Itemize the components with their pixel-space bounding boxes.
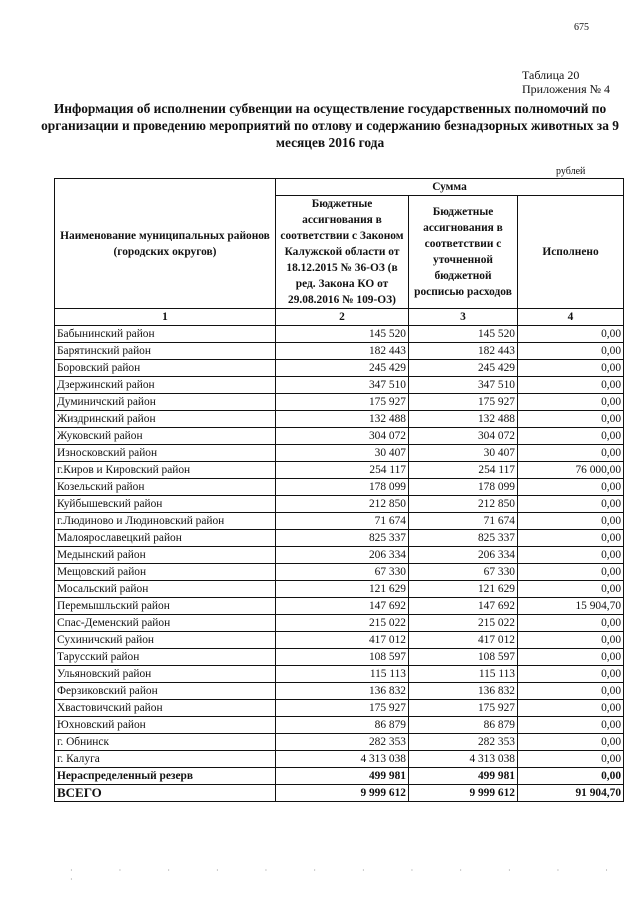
district-name: Сухиничский район bbox=[55, 632, 276, 649]
district-name: Дзержинский район bbox=[55, 377, 276, 394]
budget-revised-value: 132 488 bbox=[409, 411, 518, 428]
executed-value: 0,00 bbox=[518, 717, 624, 734]
budget-revised-value: 4 313 038 bbox=[409, 751, 518, 768]
table-row bbox=[55, 547, 624, 564]
total-row bbox=[55, 785, 624, 802]
budget-revised-value: 215 022 bbox=[409, 615, 518, 632]
district-name: Ульяновский район bbox=[55, 666, 276, 683]
table-row bbox=[55, 717, 624, 734]
budget-law-value: 145 520 bbox=[276, 326, 409, 343]
table-row bbox=[55, 700, 624, 717]
budget-revised-value: 121 629 bbox=[409, 581, 518, 598]
budget-revised-value: 178 099 bbox=[409, 479, 518, 496]
executed-value: 0,00 bbox=[518, 734, 624, 751]
table-row bbox=[55, 428, 624, 445]
executed-value: 0,00 bbox=[518, 751, 624, 768]
budget-revised-value: 417 012 bbox=[409, 632, 518, 649]
district-name: Куйбышевский район bbox=[55, 496, 276, 513]
district-name: Барятинский район bbox=[55, 343, 276, 360]
table-row bbox=[55, 581, 624, 598]
district-name: Бабынинский район bbox=[55, 326, 276, 343]
table-row bbox=[55, 496, 624, 513]
budget-law-value: 245 429 bbox=[276, 360, 409, 377]
table-row bbox=[55, 530, 624, 547]
table-row bbox=[55, 598, 624, 615]
district-name: Жиздринский район bbox=[55, 411, 276, 428]
executed-value: 0,00 bbox=[518, 496, 624, 513]
budget-law-value: 175 927 bbox=[276, 394, 409, 411]
budget-law-value: 136 832 bbox=[276, 683, 409, 700]
district-name: Спас-Деменский район bbox=[55, 615, 276, 632]
budget-revised-value: 182 443 bbox=[409, 343, 518, 360]
header-executed: Исполнено bbox=[518, 196, 624, 309]
executed-value: 15 904,70 bbox=[518, 598, 624, 615]
budget-law-value: 282 353 bbox=[276, 734, 409, 751]
budget-law-value: 108 597 bbox=[276, 649, 409, 666]
budget-law-value: 254 117 bbox=[276, 462, 409, 479]
district-name: Ферзиковский район bbox=[55, 683, 276, 700]
budget-revised-value: 147 692 bbox=[409, 598, 518, 615]
table-row bbox=[55, 666, 624, 683]
budget-revised-value: 499 981 bbox=[409, 768, 518, 785]
executed-value: 0,00 bbox=[518, 632, 624, 649]
executed-value: 0,00 bbox=[518, 666, 624, 683]
budget-revised-value: 206 334 bbox=[409, 547, 518, 564]
column-number: 1 bbox=[55, 309, 276, 326]
district-name: Думиничский район bbox=[55, 394, 276, 411]
scan-artifact: · · · · · · · · · · · · · bbox=[70, 866, 630, 884]
district-name: Хвастовичский район bbox=[55, 700, 276, 717]
executed-value: 0,00 bbox=[518, 581, 624, 598]
executed-value: 0,00 bbox=[518, 428, 624, 445]
budget-law-value: 4 313 038 bbox=[276, 751, 409, 768]
budget-revised-value: 254 117 bbox=[409, 462, 518, 479]
column-numbers-row bbox=[55, 309, 624, 326]
executed-value: 0,00 bbox=[518, 513, 624, 530]
executed-value: 0,00 bbox=[518, 343, 624, 360]
table-row bbox=[55, 751, 624, 768]
executed-value: 0,00 bbox=[518, 360, 624, 377]
executed-value: 0,00 bbox=[518, 683, 624, 700]
units-label: рублей bbox=[556, 166, 586, 177]
budget-law-value: 347 510 bbox=[276, 377, 409, 394]
budget-revised-value: 136 832 bbox=[409, 683, 518, 700]
district-name: Износковский район bbox=[55, 445, 276, 462]
budget-law-value: 178 099 bbox=[276, 479, 409, 496]
header-budget-law: Бюджетные ассигнования в соответствии с Законом Калужской области от 18.12.2015 № 36-ОЗ (в ред. Закона КО от 29.08.2016 № 109-ОЗ) bbox=[276, 196, 409, 309]
executed-value: 0,00 bbox=[518, 530, 624, 547]
district-name: Мосальский район bbox=[55, 581, 276, 598]
budget-revised-value: 175 927 bbox=[409, 394, 518, 411]
header-name: Наименование муниципальных районов (городских округов) bbox=[55, 179, 276, 309]
table-row bbox=[55, 360, 624, 377]
budget-law-value: 304 072 bbox=[276, 428, 409, 445]
table-row bbox=[55, 734, 624, 751]
budget-law-value: 30 407 bbox=[276, 445, 409, 462]
district-name: Козельский район bbox=[55, 479, 276, 496]
table-row bbox=[55, 479, 624, 496]
budget-law-value: 206 334 bbox=[276, 547, 409, 564]
district-name: г. Обнинск bbox=[55, 734, 276, 751]
district-name: Нераспределенный резерв bbox=[55, 768, 276, 785]
executed-value: 0,00 bbox=[518, 649, 624, 666]
table-caption bbox=[522, 68, 610, 96]
table-row bbox=[55, 462, 624, 479]
budget-law-value: 67 330 bbox=[276, 564, 409, 581]
page-number: 675 bbox=[574, 22, 589, 33]
budget-revised-value: 71 674 bbox=[409, 513, 518, 530]
district-name: Юхновский район bbox=[55, 717, 276, 734]
district-name: Медынский район bbox=[55, 547, 276, 564]
district-name: г.Киров и Кировский район bbox=[55, 462, 276, 479]
district-name: г.Людиново и Людиновский район bbox=[55, 513, 276, 530]
subvention-table bbox=[54, 178, 624, 802]
budget-revised-value: 212 850 bbox=[409, 496, 518, 513]
table-row bbox=[55, 394, 624, 411]
total-label: ВСЕГО bbox=[55, 785, 276, 802]
executed-value: 76 000,00 bbox=[518, 462, 624, 479]
district-name: Боровский район bbox=[55, 360, 276, 377]
budget-revised-value: 304 072 bbox=[409, 428, 518, 445]
district-name: Перемышльский район bbox=[55, 598, 276, 615]
budget-law-value: 132 488 bbox=[276, 411, 409, 428]
header-budget-revised: Бюджетные ассигнования в соответствии с уточненной бюджетной росписью расходов bbox=[409, 196, 518, 309]
district-name: Малоярославецкий район bbox=[55, 530, 276, 547]
executed-value: 0,00 bbox=[518, 394, 624, 411]
executed-value: 0,00 bbox=[518, 564, 624, 581]
table-row bbox=[55, 768, 624, 785]
executed-value: 0,00 bbox=[518, 326, 624, 343]
budget-law-value: 115 113 bbox=[276, 666, 409, 683]
column-number: 3 bbox=[409, 309, 518, 326]
table-row bbox=[55, 445, 624, 462]
table-row bbox=[55, 326, 624, 343]
budget-revised-value: 108 597 bbox=[409, 649, 518, 666]
budget-revised-value: 245 429 bbox=[409, 360, 518, 377]
budget-law-value: 417 012 bbox=[276, 632, 409, 649]
budget-law-value: 499 981 bbox=[276, 768, 409, 785]
executed-value: 0,00 bbox=[518, 768, 624, 785]
table-row bbox=[55, 564, 624, 581]
column-number: 4 bbox=[518, 309, 624, 326]
budget-law-value: 147 692 bbox=[276, 598, 409, 615]
table-body bbox=[55, 326, 624, 785]
column-number: 2 bbox=[276, 309, 409, 326]
table-row bbox=[55, 513, 624, 530]
total-budget-law: 9 999 612 bbox=[276, 785, 409, 802]
budget-law-value: 212 850 bbox=[276, 496, 409, 513]
budget-law-value: 86 879 bbox=[276, 717, 409, 734]
document-title: Информация об исполнении субвенции на осуществление государственных полномочий по организации и проведению мероприятий по отлову и содержанию безнадзорных животных за 9 месяцев 2016 года bbox=[41, 101, 619, 150]
budget-law-value: 215 022 bbox=[276, 615, 409, 632]
table-row bbox=[55, 649, 624, 666]
table-row bbox=[55, 632, 624, 649]
executed-value: 0,00 bbox=[518, 377, 624, 394]
budget-revised-value: 347 510 bbox=[409, 377, 518, 394]
district-name: г. Калуга bbox=[55, 751, 276, 768]
header-sum-group: Сумма bbox=[276, 179, 624, 196]
budget-revised-value: 86 879 bbox=[409, 717, 518, 734]
table-row bbox=[55, 377, 624, 394]
district-name: Мещовский район bbox=[55, 564, 276, 581]
budget-law-value: 121 629 bbox=[276, 581, 409, 598]
total-executed: 91 904,70 bbox=[518, 785, 624, 802]
budget-revised-value: 67 330 bbox=[409, 564, 518, 581]
total-budget-revised: 9 999 612 bbox=[409, 785, 518, 802]
budget-law-value: 825 337 bbox=[276, 530, 409, 547]
budget-revised-value: 115 113 bbox=[409, 666, 518, 683]
budget-revised-value: 825 337 bbox=[409, 530, 518, 547]
executed-value: 0,00 bbox=[518, 615, 624, 632]
budget-revised-value: 30 407 bbox=[409, 445, 518, 462]
district-name: Тарусский район bbox=[55, 649, 276, 666]
district-name: Жуковский район bbox=[55, 428, 276, 445]
table-row bbox=[55, 615, 624, 632]
budget-revised-value: 175 927 bbox=[409, 700, 518, 717]
table-row bbox=[55, 683, 624, 700]
budget-revised-value: 282 353 bbox=[409, 734, 518, 751]
budget-law-value: 175 927 bbox=[276, 700, 409, 717]
table-row bbox=[55, 343, 624, 360]
budget-law-value: 71 674 bbox=[276, 513, 409, 530]
executed-value: 0,00 bbox=[518, 547, 624, 564]
table-row bbox=[55, 411, 624, 428]
budget-revised-value: 145 520 bbox=[409, 326, 518, 343]
executed-value: 0,00 bbox=[518, 479, 624, 496]
executed-value: 0,00 bbox=[518, 700, 624, 717]
table-label: Таблица 20 bbox=[522, 68, 580, 82]
executed-value: 0,00 bbox=[518, 445, 624, 462]
executed-value: 0,00 bbox=[518, 411, 624, 428]
budget-law-value: 182 443 bbox=[276, 343, 409, 360]
appendix-label: Приложения № 4 bbox=[522, 82, 611, 96]
